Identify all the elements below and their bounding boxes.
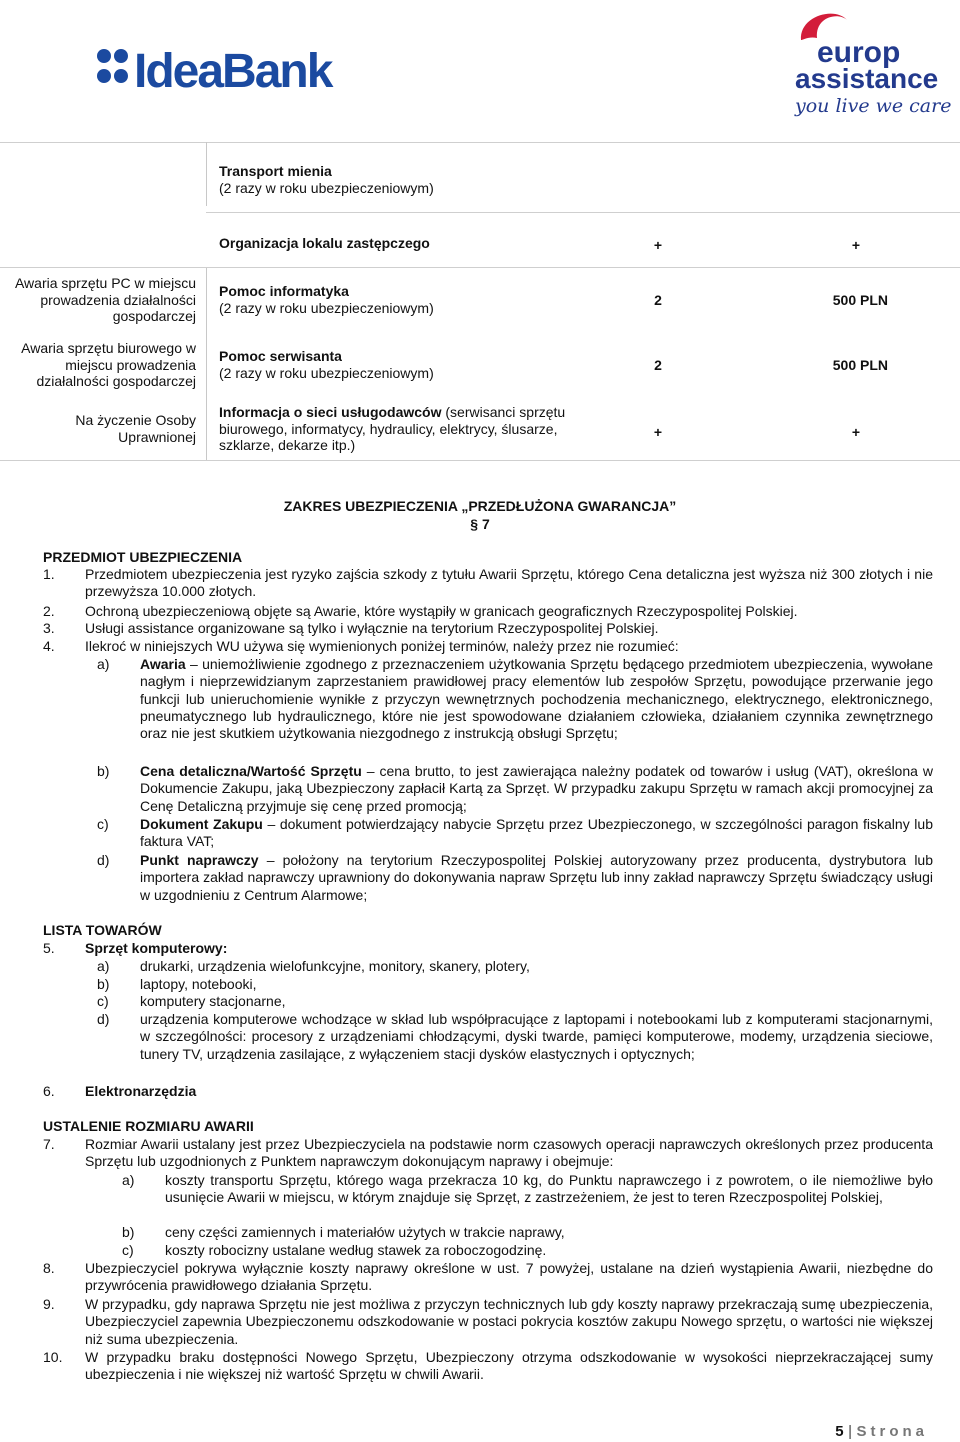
- row-sub: (2 razy w roku ubezpieczeniowym): [219, 364, 434, 381]
- item-text: W przypadku braku dostępności Nowego Sprzętu, Ubezpieczony otrzyma odszkodowanie w wysokości nieprzekraczającej sumy ubezpieczenia i nie większej niż wartość Sprzętu w chwili Awarii.: [85, 1349, 933, 1383]
- row-sub: (2 razy w roku ubezpieczeniowym): [219, 299, 434, 316]
- item-text: Elektronarzędzia: [85, 1083, 197, 1099]
- item-text: Ilekroć w niniejszych WU używa się wymienionych poniżej terminów, należy przez nie rozumieć:: [85, 638, 679, 654]
- def-letter: c): [97, 816, 109, 832]
- row-sub: (2 razy w roku ubezpieczeniowym): [219, 179, 434, 196]
- row-c2: 500 PLN: [832, 357, 888, 373]
- def-text: [140, 816, 933, 851]
- section-paragraph-mark: § 7: [470, 516, 490, 532]
- heading-ustalenie: USTALENIE ROZMIARU AWARII: [43, 1118, 254, 1134]
- ideabank-logo: [92, 44, 392, 98]
- ideabank-logo-text: IdeaBank: [134, 45, 332, 98]
- list-letter: d): [97, 1011, 110, 1027]
- footer-word: Strona: [856, 1423, 928, 1440]
- item-number: 6.: [43, 1083, 55, 1099]
- heading-lista: LISTA TOWARÓW: [43, 922, 162, 938]
- row-c1: +: [653, 424, 663, 440]
- item-number: 4.: [43, 638, 55, 654]
- list-text: ceny części zamiennych i materiałów użytych w trakcie naprawy,: [165, 1224, 565, 1240]
- def-term: Punkt naprawczy: [140, 852, 259, 868]
- table-divider: [0, 267, 960, 268]
- list-text: urządzenia komputerowe wchodzące w skład lub współpracujące z laptopami i notebookami lub z komputerami stacjonarnymi, w szczególności: procesory z urządzeniami chłodzącymi, dyski twarde, pamięci komputerowe, modemy, urządzenia sieciowe, tunery TV, urządzenia zasilające, z wyłączeniem stacji dysków elastycznych i optycznych;: [140, 1011, 933, 1062]
- item-text: Rozmiar Awarii ustalany jest przez Ubezpieczyciela na podstawie norm czasowych operacji naprawczych określonych przez producenta Sprzętu lub uzgodnionych z Punktem naprawczym dokonującym naprawy i obejmuje:: [85, 1136, 933, 1170]
- def-term: Awaria: [140, 656, 186, 672]
- list-letter: c): [97, 993, 109, 1009]
- row-title: Pomoc informatyka: [219, 283, 349, 299]
- table-row: [219, 283, 589, 316]
- list-text: komputery stacjonarne,: [140, 993, 286, 1009]
- table-vline: [206, 142, 207, 206]
- item-text: Ubezpieczyciel pokrywa wyłącznie koszty naprawy określone w ust. 7 powyżej, ustalane na dzień wystąpienia Awarii, niezbędne do przywrócenia prawidłowego działania Sprzętu.: [85, 1260, 933, 1294]
- row-sub: (serwisanci sprzętu biurowego, informatycy, hydraulicy, elektrycy, ślusarze, szklarze, dekarze itp.): [219, 404, 566, 453]
- def-letter: a): [97, 656, 110, 672]
- section-title: ZAKRES UBEZPIECZENIA „PRZEDŁUŻONA GWARANCJA”: [283, 498, 677, 514]
- row-title: Transport mienia: [219, 163, 332, 179]
- row-c2: +: [851, 424, 860, 440]
- page-footer: [835, 1423, 928, 1440]
- row-c2: 500 PLN: [832, 292, 888, 308]
- def-body: – położony na terytorium Rzeczypospolitej Polskiej autoryzowany przez producenta, dystrybutora lub importera zakład naprawczy uprawniony do dokonywania napraw Sprzętu lub inny zakład naprawczy Sprzętu świadczący usługi w uzgodnieniu z Centrum Alarmowe;: [140, 852, 933, 903]
- item-text: Ochroną ubezpieczeniową objęte są Awarie, które wystąpiły w granicach geograficznych Rzeczypospolitej Polskiej.: [85, 603, 798, 619]
- europ-assistance-logo: [795, 6, 952, 117]
- def-text: [140, 656, 933, 742]
- header-divider: [0, 142, 960, 143]
- def-term: Cena detaliczna/Wartość Sprzętu: [140, 763, 362, 779]
- row-left: Na życzenie Osoby Uprawnionej: [75, 412, 196, 445]
- list-letter: a): [122, 1172, 135, 1188]
- item-number: 10.: [43, 1349, 63, 1365]
- table-divider: [206, 212, 960, 213]
- list-letter: c): [122, 1242, 134, 1258]
- row-title: Pomoc serwisanta: [219, 348, 342, 364]
- ea-tagline: you live we care: [795, 95, 952, 117]
- list-text: laptopy, notebooki,: [140, 976, 257, 992]
- def-term: Dokument Zakupu: [140, 816, 263, 832]
- ea-logo-line2: assistance: [795, 63, 939, 94]
- def-body: – uniemożliwienie zgodnego z przeznaczeniem użytkowania Sprzętu będącego przedmiotem ubezpieczenia, wywołane nagłym i nieprzewidzianym zaprzestaniem prawidłowej pracy elementów lub zespołów Sprzętu, powodujące przerwanie jego funkcji lub unieruchomienie wynikłe z przyczyn wewnętrznych pochodzenia mechanicznego, elektrycznego, elektronicznego, pneumatycznego lub hydraulicznego, które nie jest spowodowane działaniem człowieka, działaniem czynnika zewnętrznego oraz nie jest skutkiem użytkowania niezgodnego z instrukcją obsługi Sprzętu;: [140, 656, 933, 742]
- item-text: Sprzęt komputerowy:: [85, 940, 228, 956]
- item-number: 7.: [43, 1136, 55, 1152]
- list-text: koszty robocizny ustalane według stawek za roboczogodzinę.: [165, 1242, 547, 1258]
- table-vline: [206, 268, 207, 460]
- item-number: 2.: [43, 603, 55, 619]
- def-text: [140, 763, 933, 815]
- row-title: Organizacja lokalu zastępczego: [219, 235, 430, 251]
- row-c2: +: [851, 237, 860, 253]
- def-body: – dokument potwierdzający nabycie Sprzętu przez Ubezpieczonego, w szczególności paragon fiskalny lub faktura VAT;: [140, 816, 933, 850]
- def-text: [140, 852, 933, 904]
- item-text: Przedmiotem ubezpieczenia jest ryzyko zajścia szkody z tytułu Awarii Sprzętu, którego Cena detaliczna jest wyższa niż 300 złotych i nie przewyższa 10.000 złotych.: [85, 566, 933, 600]
- ea-logo-line1: europ: [817, 36, 901, 69]
- row-left: Awaria sprzętu PC w miejscu prowadzenia działalności gospodarczej: [14, 275, 196, 324]
- table-row: [219, 404, 579, 454]
- heading-przedmiot: PRZEDMIOT UBEZPIECZENIA: [43, 549, 243, 565]
- row-c1: 2: [654, 292, 662, 308]
- item-number: 1.: [43, 566, 55, 582]
- footer-separator: |: [848, 1423, 853, 1440]
- row-title: Informacja o sieci usługodawców: [219, 404, 442, 420]
- item-number: 3.: [43, 620, 55, 636]
- def-letter: b): [97, 763, 110, 779]
- table-row: [219, 348, 589, 381]
- item-number: 5.: [43, 940, 55, 956]
- table-row: [219, 163, 589, 196]
- item-text: Usługi assistance organizowane są tylko i wyłącznie na terytorium Rzeczypospolitej Polskiej.: [85, 620, 659, 636]
- item-text: W przypadku, gdy naprawa Sprzętu nie jest możliwa z przyczyn technicznych lub gdy koszty naprawy przekraczają sumę ubezpieczenia, Ubezpieczyciel zapewnia Ubezpieczonemu odszkodowanie w postaci pokrycia kosztów zakupu Nowego sprzętu, o wartości nie większej niż suma ubezpieczenia.: [85, 1296, 933, 1347]
- list-text: drukarki, urządzenia wielofunkcyjne, monitory, skanery, plotery,: [140, 958, 530, 974]
- row-c1: 2: [654, 357, 662, 373]
- list-letter: b): [122, 1224, 135, 1240]
- list-letter: b): [97, 976, 110, 992]
- page-number: 5: [835, 1423, 845, 1440]
- row-c1: +: [653, 237, 663, 253]
- item-number: 8.: [43, 1260, 55, 1276]
- def-letter: d): [97, 852, 110, 868]
- def-body: – cena brutto, to jest zawierająca należny podatek od towarów i usług (VAT), określona w Dokumencie Zakupu, jaką Ubezpieczony zapłacił Kartą za Sprzęt. W przypadku zakupu Sprzętu w ramach akcji promocyjnej za Cenę Detaliczną przyjmuje się cenę przed promocją;: [140, 763, 933, 814]
- list-letter: a): [97, 958, 110, 974]
- table-divider: [0, 460, 960, 461]
- list-text: koszty transportu Sprzętu, którego waga przekracza 10 kg, do Punktu naprawczego i z powrotem, o ile niemożliwe było usunięcie Awarii w miejscu, w którym znajduje się Sprzęt, z zastrzeżeniem, że jest to teren Rzeczpospolitej Polskiej,: [165, 1172, 933, 1206]
- item-number: 9.: [43, 1296, 55, 1312]
- row-left: Awaria sprzętu biurowego w miejscu prowadzenia działalności gospodarczej: [21, 340, 196, 389]
